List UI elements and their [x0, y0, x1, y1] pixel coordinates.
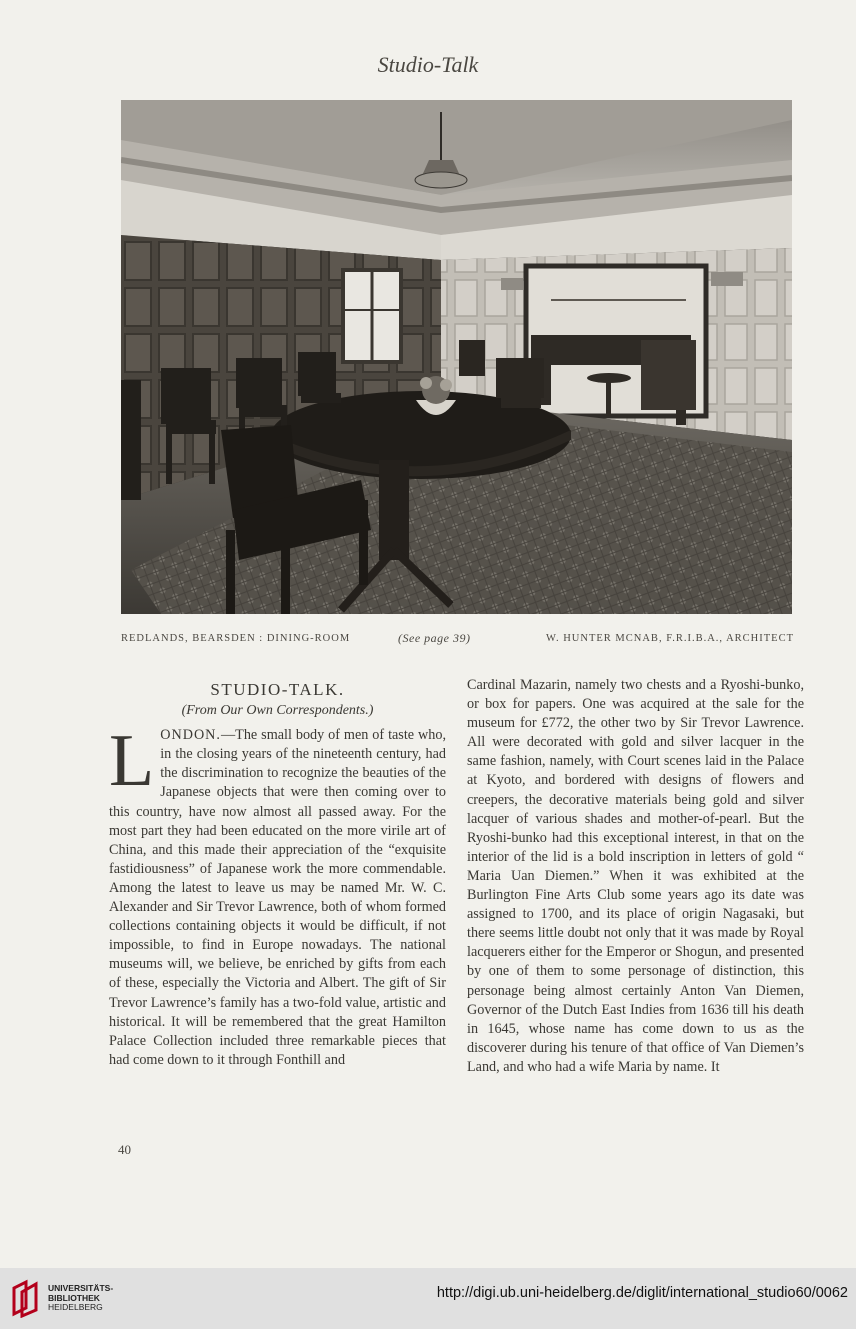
digitization-footer [0, 1268, 856, 1329]
figure-caption-page-ref: (See page 39) [398, 631, 471, 645]
running-head: Studio-Talk [377, 52, 479, 77]
library-name-line: BIBLIOTHEK [48, 1292, 100, 1303]
article-paragraph [109, 720, 446, 1070]
article-lead: ONDON. [160, 727, 221, 744]
source-url-link[interactable]: http://digi.ub.uni-heidelberg.de/diglit/international_studio60/0062 [436, 1285, 848, 1301]
library-name-line: UNIVERSITÄTS- [48, 1283, 114, 1293]
drop-cap: L [109, 720, 155, 803]
figure-caption-architect: W. HUNTER MCNAB, F.R.I.B.A., ARCHITECT [546, 633, 794, 644]
article-column-right [467, 676, 804, 1077]
article-byline: (From Our Own Correspondents.) [181, 703, 374, 719]
library-name [48, 1284, 113, 1313]
article-text-right: Cardinal Mazarin, namely two chests and a Ryoshi-bunko, or box for papers. One was acquired at the sale for the museum for £772, the other two by Sir Trevor Lawrence. All were decorated with gold and silver lacquer in the same fashion, namely, with Court scenes laid in the Palace at Kyoto, and bordered with designs of flowers and creepers, the decorative materials being gold and silver lacquer of various shades and mother-of-pearl. But the Ryoshi-bunko had this exceptional interest, in that on the interior of the lid is a bold inscription in letters of gold “ Maria Uan Diemen.” When it was exhibited at the Burlington Fine Arts Club some years ago its date was assigned to 1700, and its place of origin Nagasaki, but there seems little doubt not only that it was made by Royal lacquerers either for the Emperor or Shogun, and presented by one of them to some personage of distinction, this personage being almost certainly Anton Van Diemen, Governor of the Dutch East Indies from 1636 till his death in 1645, whose name has come down to us as the discoverer during his tenure of that office of Van Diemen’s Land, and who had a wife Maria by name. It [467, 677, 804, 1075]
article-title: STUDIO-TALK. [210, 680, 345, 699]
page-number: 40 [118, 1142, 131, 1157]
library-name-line: HEIDELBERG [48, 1302, 103, 1312]
library-logo-icon [10, 1278, 42, 1318]
figure-caption-title: REDLANDS, BEARSDEN : DINING-ROOM [121, 633, 351, 644]
article-text-left: —The small body of men of taste who, in the closing years of the nineteenth century, had the discrimination to recognize the beauties of the Japanese objects that were then coming over to this country, have now almost all passed away. For the most part they had been educated on the more virile art of China, and this made their appreciation of the “exquisite fastidiousness” of Japanese work the more commendable. Among the latest to leave us may be named Mr. W. C. Alexander and Sir Trevor Lawrence, both of whom formed collections containing objects it would be difficult, if not impossible, to find in Europe nowadays. The national museums will, we believe, be enriched by gifts from each of these, especially the Victoria and Albert. The gift of Sir Trevor Lawrence’s family has a two-fold value, artistic and historical. It will be remembered that the great Hamilton Palace Collection included three remarkable pieces that had come down to it through Fonthill and [109, 727, 446, 1068]
article-column-left [109, 676, 446, 1070]
dining-room-photograph [121, 100, 792, 614]
